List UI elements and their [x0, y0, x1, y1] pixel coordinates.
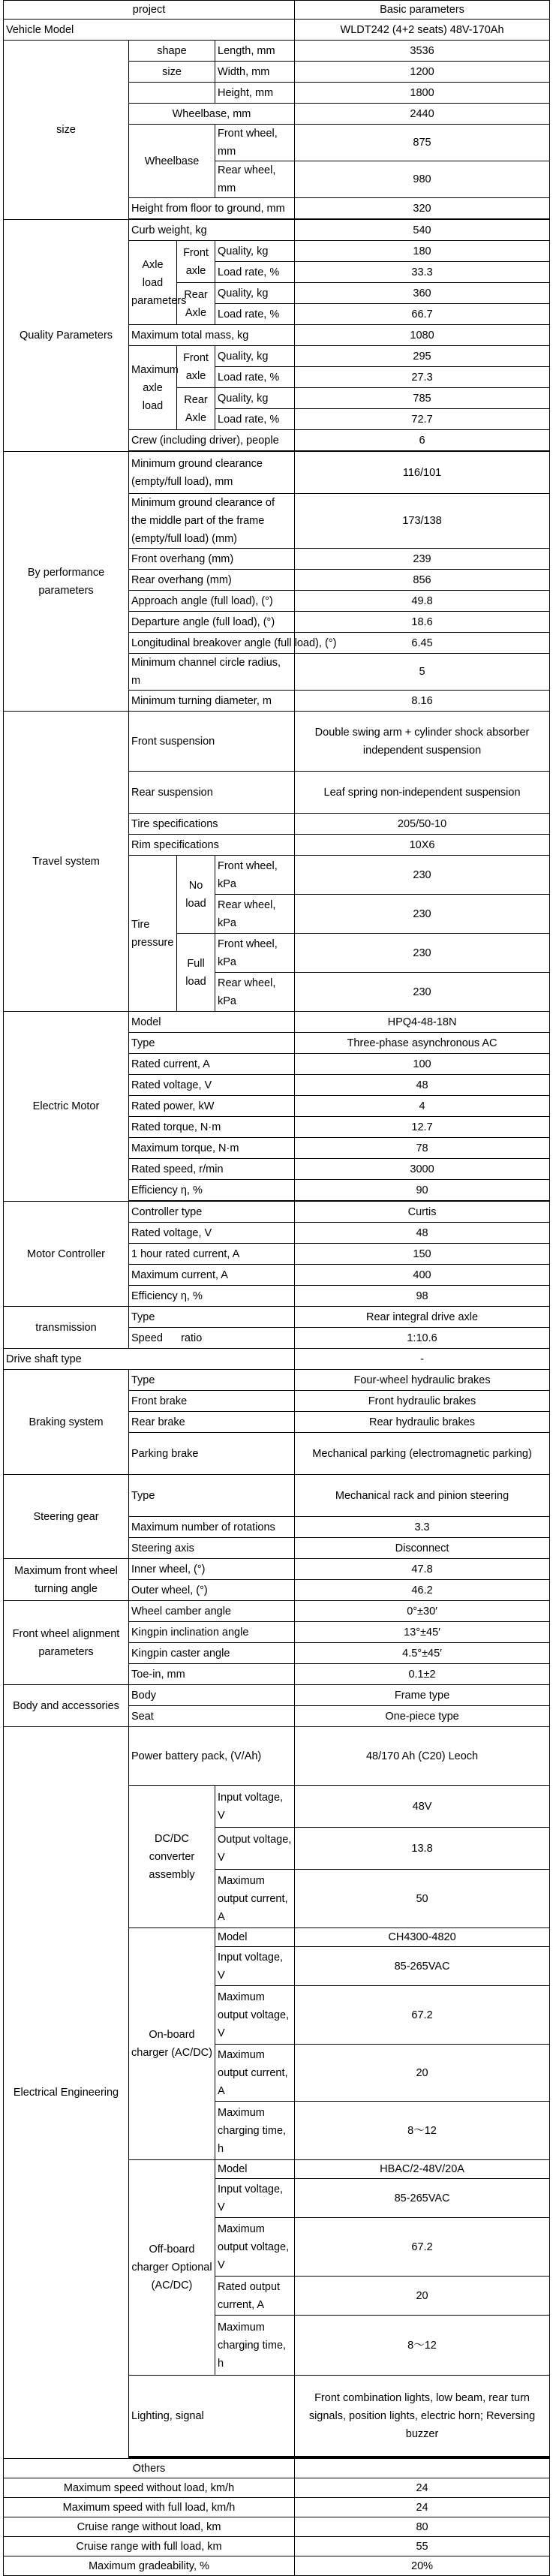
travel-section: Travel system [4, 712, 129, 1012]
body-value: Frame type [295, 1685, 550, 1706]
transmission-ratio-label: Speed ratio [129, 1328, 295, 1349]
offboard-label: Off-board charger Optional (AC/DC) [129, 2160, 215, 2376]
floor-height-value: 320 [295, 198, 550, 219]
onboard-input-label: Input voltage, V [215, 1947, 295, 1986]
max-total-mass-value: 1080 [295, 325, 550, 346]
onboard-time-value: 8～12 [295, 2102, 550, 2160]
axle-rear-quality-value: 360 [295, 283, 550, 304]
gradeability-label: Maximum gradeability, % [4, 2556, 295, 2576]
approach-angle-label: Approach angle (full load), (°) [129, 591, 295, 612]
range-empty-value: 80 [295, 2517, 550, 2537]
onboard-input-value: 85-265VAC [295, 1947, 550, 1986]
motor-model-label: Model [129, 1012, 295, 1033]
lighting-label: Lighting, signal [129, 2376, 295, 2457]
camber-row [4, 1601, 550, 1622]
onboard-model-label: Model [215, 1928, 295, 1947]
curb-weight-row [4, 220, 550, 241]
front-wheel-label: Front wheel, mm [215, 125, 295, 161]
dcdc-input-value: 48V [295, 1786, 550, 1828]
max-total-mass-label: Maximum total mass, kg [129, 325, 295, 346]
motor-power-value: 4 [295, 1096, 550, 1117]
wheelbase-label: Wheelbase, mm [129, 104, 295, 125]
vehicle-model-value: WLDT242 (4+2 seats) 48V-170Ah [295, 20, 550, 41]
max-front-rate-label: Load rate, % [215, 367, 295, 388]
no-load-rear-value: 230 [295, 895, 550, 934]
offboard-input-value: 85-265VAC [295, 2179, 550, 2218]
offboard-model-label: Model [215, 2160, 295, 2179]
onboard-current-value: 20 [295, 2045, 550, 2102]
onboard-label: On-board charger (AC/DC) [129, 1928, 215, 2160]
width-value: 1200 [295, 62, 550, 83]
controller-type-row [4, 1202, 550, 1223]
outer-wheel-value: 46.2 [295, 1580, 550, 1601]
controller-voltage-label: Rated voltage, V [129, 1223, 295, 1244]
inner-wheel-label: Inner wheel, (°) [129, 1559, 295, 1580]
spec-table [3, 0, 550, 2576]
full-load-front-value: 230 [295, 934, 550, 973]
ground-clearance-value: 116/101 [295, 452, 550, 494]
offboard-current-value: 20 [295, 2277, 550, 2316]
width-label: Width, mm [215, 62, 295, 83]
max-speed-full-row [4, 2498, 550, 2517]
vehicle-model-label: Vehicle Model [4, 20, 295, 41]
motor-power-label: Rated power, kW [129, 1096, 295, 1117]
camber-value: 0°±30′ [295, 1601, 550, 1622]
front-overhang-label: Front overhang (mm) [129, 549, 295, 570]
max-rear-rate-label: Load rate, % [215, 409, 295, 430]
motor-model-row [4, 1012, 550, 1033]
max-speed-empty-value: 24 [295, 2478, 550, 2498]
brake-type-label: Type [129, 1370, 295, 1391]
turning-angle-section: Maximum front wheel turning angle [4, 1559, 129, 1601]
length-label: Length, mm [215, 41, 295, 62]
turning-diameter-label: Minimum turning diameter, m [129, 691, 295, 712]
steering-section: Steering gear [4, 1475, 129, 1559]
crew-value: 6 [295, 430, 550, 451]
axle-rear-rate-value: 66.7 [295, 304, 550, 325]
motor-torque-value: 12.7 [295, 1117, 550, 1138]
range-empty-label: Cruise range without load, km [4, 2517, 295, 2537]
front-overhang-value: 239 [295, 549, 550, 570]
controller-type-label: Controller type [129, 1202, 295, 1223]
brake-type-row [4, 1370, 550, 1391]
channel-radius-value: 5 [295, 654, 550, 691]
kingpin-caster-value: 4.5°±45′ [295, 1643, 550, 1664]
steering-type-row [4, 1475, 550, 1517]
steering-type-label: Type [129, 1475, 295, 1517]
gradeability-value: 20% [295, 2556, 550, 2576]
lighting-value: Front combination lights, low beam, rear turn signals, position lights, electric horn; Reversing buzzer [295, 2376, 550, 2457]
dcdc-current-label: Maximum output current, A [215, 1870, 295, 1928]
front-wheel-value: 875 [295, 125, 550, 161]
max-axle-group: Maximum axle load [129, 346, 177, 430]
steering-axis-label: Steering axis [129, 1538, 295, 1559]
offboard-voltage-value: 67.2 [295, 2218, 550, 2277]
axle-rear-rate-label: Load rate, % [215, 304, 295, 325]
inner-wheel-row [4, 1559, 550, 1580]
range-full-label: Cruise range with full load, km [4, 2537, 295, 2556]
parking-brake-value: Mechanical parking (electromagnetic parking) [295, 1433, 550, 1475]
dcdc-current-value: 50 [295, 1870, 550, 1928]
range-full-value: 55 [295, 2537, 550, 2556]
axle-rear-label: Rear Axle [177, 283, 215, 325]
drive-shaft-label: Drive shaft type [4, 1349, 295, 1370]
controller-voltage-value: 48 [295, 1223, 550, 1244]
front-brake-value: Front hydraulic brakes [295, 1391, 550, 1412]
offboard-model-value: HBAC/2-48V/20A [295, 2160, 550, 2179]
tire-pressure-label: Tire pressure [129, 856, 177, 1012]
controller-type-value: Curtis [295, 1202, 550, 1223]
motor-type-label: Type [129, 1033, 295, 1054]
front-suspension-value: Double swing arm + cylinder shock absorber independent suspension [295, 712, 550, 772]
controller-hour-value: 150 [295, 1244, 550, 1265]
full-load-rear-label: Rear wheel, kPa [215, 973, 295, 1012]
no-load-rear-label: Rear wheel, kPa [215, 895, 295, 934]
size-length-row [4, 41, 550, 62]
spec-sheet [3, 0, 550, 2576]
axle-front-quality-label: Quality, kg [215, 241, 295, 262]
front-brake-label: Front brake [129, 1391, 295, 1412]
max-front-rate-value: 27.3 [295, 367, 550, 388]
max-front-quality-label: Quality, kg [215, 346, 295, 367]
motor-voltage-label: Rated voltage, V [129, 1075, 295, 1096]
motor-torque-label: Rated torque, N·m [129, 1117, 295, 1138]
kingpin-caster-label: Kingpin caster angle [129, 1643, 295, 1664]
onboard-voltage-label: Maximum output voltage, V [215, 1986, 295, 2045]
electrical-section: Electrical Engineering [4, 1727, 129, 2459]
motor-type-value: Three-phase asynchronous AC [295, 1033, 550, 1054]
motor-speed-label: Rated speed, r/min [129, 1159, 295, 1180]
steering-type-value: Mechanical rack and pinion steering [295, 1475, 550, 1517]
gradeability-row [4, 2556, 550, 2576]
breakover-angle-label: Longitudinal breakover angle (full load), (°) [129, 633, 295, 654]
battery-value: 48/170 Ah (C20) Leoch [295, 1727, 550, 1786]
motor-efficiency-value: 90 [295, 1180, 550, 1201]
camber-label: Wheel camber angle [129, 1601, 295, 1622]
motor-max-torque-label: Maximum torque, N·m [129, 1138, 295, 1159]
dcdc-output-value: 13.8 [295, 1828, 550, 1870]
axle-rear-quality-label: Quality, kg [215, 283, 295, 304]
motor-max-torque-value: 78 [295, 1138, 550, 1159]
seat-value: One-piece type [295, 1706, 550, 1727]
dcdc-input-label: Input voltage, V [215, 1786, 295, 1828]
braking-section: Braking system [4, 1370, 129, 1475]
full-load-rear-value: 230 [295, 973, 550, 1012]
onboard-model-value: CH4300-4820 [295, 1928, 550, 1947]
rear-overhang-label: Rear overhang (mm) [129, 570, 295, 591]
transmission-type-label: Type [129, 1307, 295, 1328]
header-row [4, 1, 550, 20]
rear-wheel-value: 980 [295, 161, 550, 198]
motor-current-value: 100 [295, 1054, 550, 1075]
max-rear-quality-label: Quality, kg [215, 388, 295, 409]
offboard-time-value: 8～12 [295, 2316, 550, 2376]
size-size-word: size [129, 62, 215, 83]
brake-type-value: Four-wheel hydraulic brakes [295, 1370, 550, 1391]
toe-in-label: Toe-in, mm [129, 1664, 295, 1685]
height-value: 1800 [295, 83, 550, 104]
max-speed-empty-label: Maximum speed without load, km/h [4, 2478, 295, 2498]
no-load-label: No load [177, 856, 215, 934]
offboard-input-label: Input voltage, V [215, 2179, 295, 2218]
toe-in-value: 0.1±2 [295, 1664, 550, 1685]
max-rear-quality-value: 785 [295, 388, 550, 409]
rim-spec-label: Rim specifications [129, 835, 295, 856]
rear-overhang-value: 856 [295, 570, 550, 591]
controller-hour-label: 1 hour rated current, A [129, 1244, 295, 1265]
motor-efficiency-label: Efficiency η, % [129, 1180, 295, 1201]
rear-suspension-value: Leaf spring non-independent suspension [295, 772, 550, 814]
controller-section: Motor Controller [4, 1202, 129, 1307]
others-label: Others [4, 2459, 295, 2478]
motor-voltage-value: 48 [295, 1075, 550, 1096]
dcdc-output-label: Output voltage, V [215, 1828, 295, 1870]
onboard-time-label: Maximum charging time, h [215, 2102, 295, 2160]
project-header: project [4, 1, 295, 20]
height-label: Height, mm [215, 83, 295, 104]
size-shape-word: shape [129, 41, 215, 62]
others-value [295, 2459, 550, 2478]
axle-front-rate-label: Load rate, % [215, 262, 295, 283]
full-load-label: Full load [177, 934, 215, 1012]
tire-spec-label: Tire specifications [129, 814, 295, 835]
controller-efficiency-label: Efficiency η, % [129, 1286, 295, 1307]
outer-wheel-label: Outer wheel, (°) [129, 1580, 295, 1601]
transmission-type-row [4, 1307, 550, 1328]
rear-brake-label: Rear brake [129, 1412, 295, 1433]
max-rear-axle-label: Rear Axle [177, 388, 215, 430]
drive-shaft-value: - [295, 1349, 550, 1370]
no-load-front-value: 230 [295, 856, 550, 895]
max-rear-rate-value: 72.7 [295, 409, 550, 430]
vehicle-model-row [4, 20, 550, 41]
inner-wheel-value: 47.8 [295, 1559, 550, 1580]
battery-row [4, 1727, 550, 1786]
full-load-front-label: Front wheel, kPa [215, 934, 295, 973]
motor-current-label: Rated current, A [129, 1054, 295, 1075]
controller-max-label: Maximum current, A [129, 1265, 295, 1286]
body-label: Body [129, 1685, 295, 1706]
departure-angle-value: 18.6 [295, 612, 550, 633]
tire-spec-value: 205/50-10 [295, 814, 550, 835]
basic-header: Basic parameters [295, 1, 550, 20]
transmission-ratio-value: 1:10.6 [295, 1328, 550, 1349]
kingpin-inclination-label: Kingpin inclination angle [129, 1622, 295, 1643]
offboard-voltage-label: Maximum output voltage, V [215, 2218, 295, 2277]
turning-diameter-value: 8.16 [295, 691, 550, 712]
dcdc-label: DC/DC converter assembly [129, 1786, 215, 1928]
max-speed-empty-row [4, 2478, 550, 2498]
channel-radius-label: Minimum channel circle radius, m [129, 654, 295, 691]
motor-speed-value: 3000 [295, 1159, 550, 1180]
front-suspension-label: Front suspension [129, 712, 295, 772]
rim-spec-value: 10X6 [295, 835, 550, 856]
middle-clearance-label: Minimum ground clearance of the middle part of the frame (empty/full load) (mm) [129, 494, 295, 549]
range-empty-row [4, 2517, 550, 2537]
body-section: Body and accessories [4, 1685, 129, 1727]
axle-front-label: Front axle [177, 241, 215, 283]
rear-suspension-label: Rear suspension [129, 772, 295, 814]
controller-efficiency-value: 98 [295, 1286, 550, 1307]
motor-model-value: HPQ4-48-18N [295, 1012, 550, 1033]
departure-angle-label: Departure angle (full load), (°) [129, 612, 295, 633]
motor-section: Electric Motor [4, 1012, 129, 1202]
transmission-section: transmission [4, 1307, 129, 1349]
floor-height-label: Height from floor to ground, mm [129, 198, 295, 219]
steering-axis-value: Disconnect [295, 1538, 550, 1559]
performance-section: By performance parameters [4, 452, 129, 712]
quality-section: Quality Parameters [4, 220, 129, 452]
controller-max-value: 400 [295, 1265, 550, 1286]
ground-clearance-label: Minimum ground clearance (empty/full load), mm [129, 452, 295, 494]
max-front-axle-label: Front axle [177, 346, 215, 388]
alignment-section: Front wheel alignment parameters [4, 1601, 129, 1685]
no-load-front-label: Front wheel, kPa [215, 856, 295, 895]
offboard-current-label: Rated output current, A [215, 2277, 295, 2316]
size-section: size [4, 41, 129, 220]
curb-weight-label: Curb weight, kg [129, 220, 295, 241]
crew-label: Crew (including driver), people [129, 430, 295, 451]
drive-shaft-row [4, 1349, 550, 1370]
axle-load-group: Axle load parameters [129, 241, 177, 325]
onboard-current-label: Maximum output current, A [215, 2045, 295, 2102]
others-row [4, 2459, 550, 2478]
max-speed-full-label: Maximum speed with full load, km/h [4, 2498, 295, 2517]
middle-clearance-value: 173/138 [295, 494, 550, 549]
wheelbase-value: 2440 [295, 104, 550, 125]
max-front-quality-value: 295 [295, 346, 550, 367]
seat-label: Seat [129, 1706, 295, 1727]
rotations-value: 3.3 [295, 1517, 550, 1538]
rear-wheel-label: Rear wheel, mm [215, 161, 295, 198]
axle-front-rate-value: 33.3 [295, 262, 550, 283]
kingpin-inclination-value: 13°±45′ [295, 1622, 550, 1643]
rear-brake-value: Rear hydraulic brakes [295, 1412, 550, 1433]
ground-clearance-row [4, 452, 550, 494]
onboard-voltage-value: 67.2 [295, 1986, 550, 2045]
curb-weight-value: 540 [295, 220, 550, 241]
transmission-type-value: Rear integral drive axle [295, 1307, 550, 1328]
length-value: 3536 [295, 41, 550, 62]
size-blank-cell [129, 83, 215, 104]
battery-label: Power battery pack, (V/Ah) [129, 1727, 295, 1786]
parking-brake-label: Parking brake [129, 1433, 295, 1475]
body-row [4, 1685, 550, 1706]
offboard-time-label: Maximum charging time, h [215, 2316, 295, 2376]
range-full-row [4, 2537, 550, 2556]
wheelbase-group: Wheelbase [129, 125, 215, 198]
rotations-label: Maximum number of rotations [129, 1517, 295, 1538]
front-suspension-row [4, 712, 550, 772]
max-speed-full-value: 24 [295, 2498, 550, 2517]
breakover-angle-value: 6.45 [295, 633, 550, 654]
approach-angle-value: 49.8 [295, 591, 550, 612]
axle-front-quality-value: 180 [295, 241, 550, 262]
